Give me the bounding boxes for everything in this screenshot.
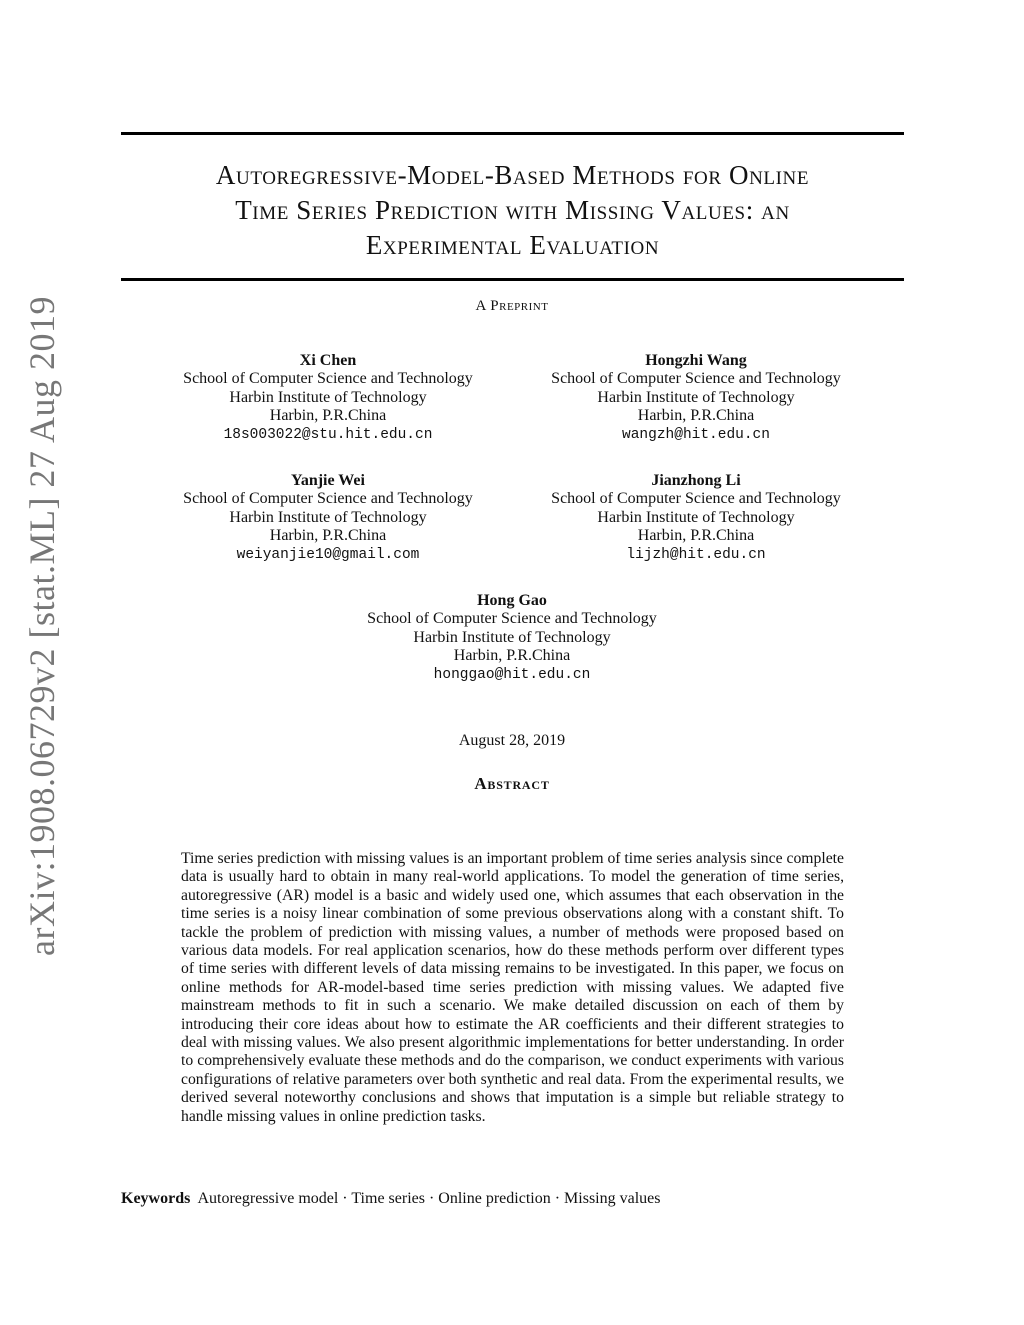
author-block xyxy=(332,592,692,684)
author-email[interactable]: wangzh@hit.edu.cn xyxy=(622,426,770,443)
author-institute: Harbin Institute of Technology xyxy=(597,388,795,406)
author-block xyxy=(148,472,508,564)
author-affiliation: School of Computer Science and Technology xyxy=(367,610,657,628)
author-name: Jianzhong Li xyxy=(651,472,741,489)
title-line: Time Series Prediction with Missing Values: an xyxy=(235,195,790,225)
author-email[interactable]: lijzh@hit.edu.cn xyxy=(626,546,766,563)
author-affiliation: School of Computer Science and Technology xyxy=(551,490,841,508)
paper-title xyxy=(121,158,904,263)
author-email[interactable]: honggao@hit.edu.cn xyxy=(433,666,591,683)
author-institute: Harbin Institute of Technology xyxy=(413,628,611,646)
author-email[interactable]: 18s003022@stu.hit.edu.cn xyxy=(223,426,433,443)
keywords-label: Keywords xyxy=(121,1190,191,1207)
title-line: Experimental Evaluation xyxy=(365,230,660,260)
abstract-heading: Abstract xyxy=(474,774,550,793)
keywords-list: Autoregressive model · Time series · Online prediction · Missing values xyxy=(197,1190,661,1207)
preprint-label: A Preprint xyxy=(475,298,549,314)
title-bottom-rule xyxy=(121,278,904,281)
author-location: Harbin, P.R.China xyxy=(269,407,387,425)
author-name: Yanjie Wei xyxy=(291,472,365,489)
author-location: Harbin, P.R.China xyxy=(453,647,571,665)
arxiv-identifier: arXiv:1908.06729v2 [stat.ML] 27 Aug 2019 xyxy=(22,296,62,956)
author-institute: Harbin Institute of Technology xyxy=(597,508,795,526)
author-institute: Harbin Institute of Technology xyxy=(229,508,427,526)
author-block xyxy=(148,352,508,444)
author-name: Hong Gao xyxy=(477,592,547,609)
author-name: Hongzhi Wang xyxy=(645,352,747,369)
author-email[interactable]: weiyanjie10@gmail.com xyxy=(236,546,420,563)
author-block xyxy=(516,352,876,444)
author-location: Harbin, P.R.China xyxy=(637,527,755,545)
author-location: Harbin, P.R.China xyxy=(269,527,387,545)
paper-date: August 28, 2019 xyxy=(458,732,566,749)
keywords-line xyxy=(121,1190,904,1208)
title-top-rule xyxy=(121,132,904,135)
author-name: Xi Chen xyxy=(299,352,357,369)
author-affiliation: School of Computer Science and Technology xyxy=(183,490,473,508)
title-line: Autoregressive-Model-Based Methods for Online xyxy=(215,160,810,190)
author-location: Harbin, P.R.China xyxy=(637,407,755,425)
author-affiliation: School of Computer Science and Technology xyxy=(183,370,473,388)
author-institute: Harbin Institute of Technology xyxy=(229,388,427,406)
author-affiliation: School of Computer Science and Technology xyxy=(551,370,841,388)
abstract-body: Time series prediction with missing values is an important problem of time series analysis since complete data is usually hard to obtain in many real-world applications. To model the generation of time series, autoregressive (AR) model is a basic and widely used one, which assumes that each observation in the time series is a noisy linear combination of some previous observations along with a constant shift. To tackle the problem of prediction with missing values, a number of methods were proposed based on various data models. For real application scenarios, how do these methods perform over different types of time series with different levels of data missing remains to be investigated. In this paper, we focus on online methods for AR-model-based time series prediction with missing values. We adapted five mainstream methods to fit in such a scenario. We make detailed discussion on each of them by introducing their core ideas about how to estimate the AR coefficients and their different strategies to deal with missing values. We also present algorithmic implementations for better understanding. In order to comprehensively evaluate these methods and do the comparison, we conduct experiments with various configurations of relative parameters over both synthetic and real data. From the experimental results, we derived several noteworthy conclusions and shows that imputation is a simple but reliable strategy to handle missing values in online prediction tasks. xyxy=(181,850,844,1125)
author-block xyxy=(516,472,876,564)
